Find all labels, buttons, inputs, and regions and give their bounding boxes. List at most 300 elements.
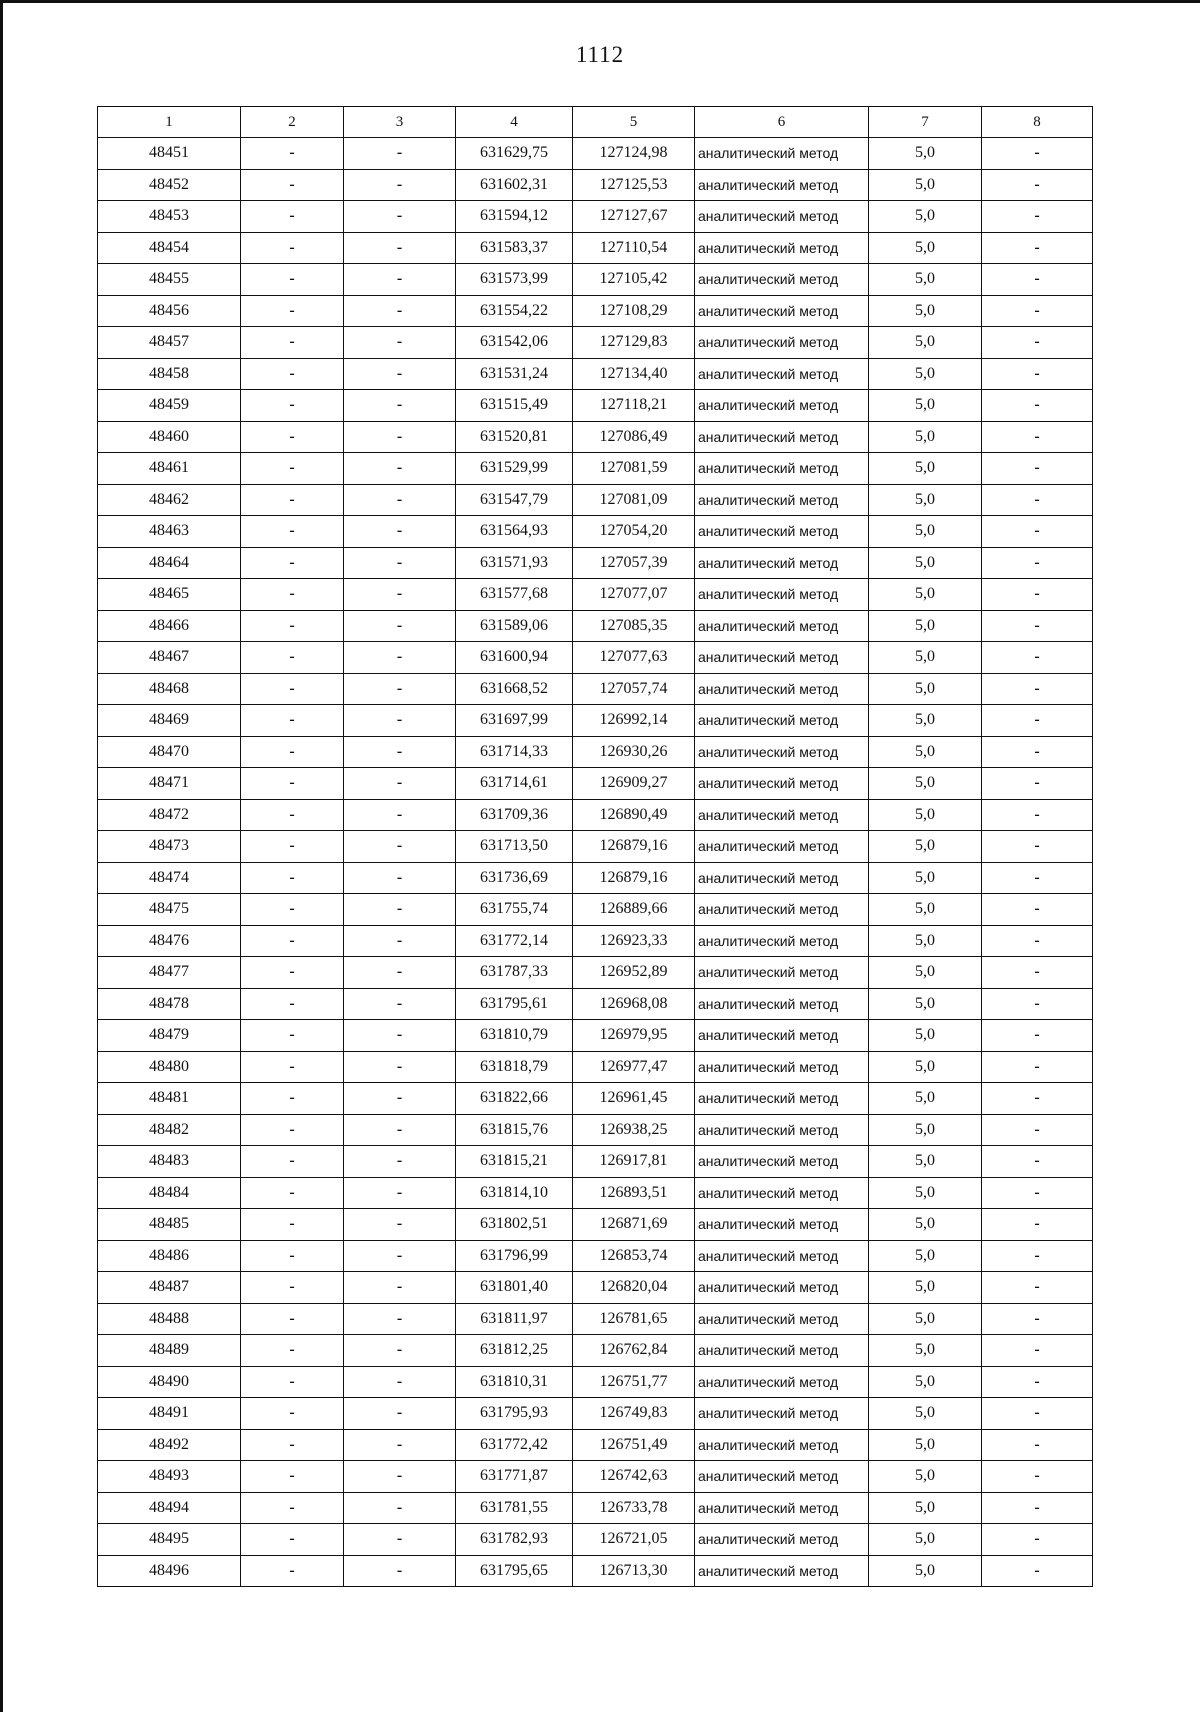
left-border-line: [0, 0, 3, 1712]
col3-cell: -: [344, 484, 456, 516]
col8-cell: -: [982, 705, 1093, 737]
col2-cell: -: [241, 610, 344, 642]
col8-cell: -: [982, 421, 1093, 453]
table-row: [98, 358, 1093, 390]
col2-cell: -: [241, 831, 344, 863]
x-coordinate-cell: 631577,68: [456, 579, 573, 611]
col2-cell: -: [241, 736, 344, 768]
col8-cell: -: [982, 516, 1093, 548]
table-row: [98, 894, 1093, 926]
accuracy-cell: 5,0: [869, 610, 982, 642]
accuracy-cell: 5,0: [869, 1524, 982, 1556]
y-coordinate-cell: 126992,14: [573, 705, 695, 737]
col3-cell: -: [344, 673, 456, 705]
y-coordinate-cell: 126879,16: [573, 862, 695, 894]
col3-cell: -: [344, 1177, 456, 1209]
col2-cell: -: [241, 232, 344, 264]
page-number: 1112: [575, 42, 625, 67]
x-coordinate-cell: 631629,75: [456, 138, 573, 170]
x-coordinate-cell: 631796,99: [456, 1240, 573, 1272]
point-number-cell: 48489: [98, 1335, 241, 1367]
col3-cell: -: [344, 358, 456, 390]
table-row: [98, 799, 1093, 831]
x-coordinate-cell: 631795,65: [456, 1555, 573, 1587]
col3-cell: -: [344, 1461, 456, 1493]
accuracy-cell: 5,0: [869, 831, 982, 863]
table-row: [98, 988, 1093, 1020]
col3-cell: -: [344, 1051, 456, 1083]
accuracy-cell: 5,0: [869, 547, 982, 579]
point-number-cell: 48493: [98, 1461, 241, 1493]
accuracy-cell: 5,0: [869, 579, 982, 611]
y-coordinate-cell: 126930,26: [573, 736, 695, 768]
col3-cell: -: [344, 421, 456, 453]
x-coordinate-cell: 631815,76: [456, 1114, 573, 1146]
table-row: [98, 264, 1093, 296]
col2-cell: -: [241, 862, 344, 894]
point-number-cell: 48483: [98, 1146, 241, 1178]
y-coordinate-cell: 126879,16: [573, 831, 695, 863]
table-row: [98, 169, 1093, 201]
column-header: 2: [241, 107, 344, 138]
col3-cell: -: [344, 453, 456, 485]
table-row: [98, 862, 1093, 894]
table-row: [98, 1240, 1093, 1272]
col2-cell: -: [241, 894, 344, 926]
method-cell: аналитический метод: [695, 705, 869, 737]
table-row: [98, 1429, 1093, 1461]
accuracy-cell: 5,0: [869, 1429, 982, 1461]
table-row: [98, 610, 1093, 642]
table-row: [98, 295, 1093, 327]
y-coordinate-cell: 127081,59: [573, 453, 695, 485]
y-coordinate-cell: 127134,40: [573, 358, 695, 390]
point-number-cell: 48485: [98, 1209, 241, 1241]
x-coordinate-cell: 631802,51: [456, 1209, 573, 1241]
y-coordinate-cell: 126733,78: [573, 1492, 695, 1524]
table-row: [98, 201, 1093, 233]
method-cell: аналитический метод: [695, 390, 869, 422]
col2-cell: -: [241, 138, 344, 170]
x-coordinate-cell: 631583,37: [456, 232, 573, 264]
col2-cell: -: [241, 547, 344, 579]
x-coordinate-cell: 631787,33: [456, 957, 573, 989]
table-row: [98, 957, 1093, 989]
x-coordinate-cell: 631810,79: [456, 1020, 573, 1052]
x-coordinate-cell: 631772,14: [456, 925, 573, 957]
point-number-cell: 48464: [98, 547, 241, 579]
accuracy-cell: 5,0: [869, 484, 982, 516]
col8-cell: -: [982, 547, 1093, 579]
accuracy-cell: 5,0: [869, 1555, 982, 1587]
method-cell: аналитический метод: [695, 1335, 869, 1367]
x-coordinate-cell: 631529,99: [456, 453, 573, 485]
accuracy-cell: 5,0: [869, 264, 982, 296]
point-number-cell: 48456: [98, 295, 241, 327]
x-coordinate-cell: 631781,55: [456, 1492, 573, 1524]
table-row: [98, 736, 1093, 768]
col8-cell: -: [982, 232, 1093, 264]
col8-cell: -: [982, 1303, 1093, 1335]
col8-cell: -: [982, 1146, 1093, 1178]
table-row: [98, 484, 1093, 516]
x-coordinate-cell: 631668,52: [456, 673, 573, 705]
table-row: [98, 1051, 1093, 1083]
y-coordinate-cell: 126751,49: [573, 1429, 695, 1461]
table-row: [98, 1177, 1093, 1209]
accuracy-cell: 5,0: [869, 642, 982, 674]
column-header: 7: [869, 107, 982, 138]
x-coordinate-cell: 631589,06: [456, 610, 573, 642]
col3-cell: -: [344, 1240, 456, 1272]
accuracy-cell: 5,0: [869, 295, 982, 327]
col8-cell: -: [982, 1366, 1093, 1398]
col2-cell: -: [241, 1492, 344, 1524]
point-number-cell: 48487: [98, 1272, 241, 1304]
col2-cell: -: [241, 1051, 344, 1083]
column-header: 6: [695, 107, 869, 138]
table-row: [98, 1303, 1093, 1335]
method-cell: аналитический метод: [695, 610, 869, 642]
point-number-cell: 48476: [98, 925, 241, 957]
table-row: [98, 1492, 1093, 1524]
x-coordinate-cell: 631571,93: [456, 547, 573, 579]
coordinates-table: [97, 106, 1093, 1587]
y-coordinate-cell: 126923,33: [573, 925, 695, 957]
accuracy-cell: 5,0: [869, 1303, 982, 1335]
table-row: [98, 831, 1093, 863]
method-cell: аналитический метод: [695, 232, 869, 264]
col8-cell: -: [982, 1020, 1093, 1052]
accuracy-cell: 5,0: [869, 1366, 982, 1398]
col3-cell: -: [344, 988, 456, 1020]
accuracy-cell: 5,0: [869, 1020, 982, 1052]
col3-cell: -: [344, 579, 456, 611]
x-coordinate-cell: 631573,99: [456, 264, 573, 296]
y-coordinate-cell: 127086,49: [573, 421, 695, 453]
column-header: 8: [982, 107, 1093, 138]
col2-cell: -: [241, 1209, 344, 1241]
col8-cell: -: [982, 1272, 1093, 1304]
x-coordinate-cell: 631772,42: [456, 1429, 573, 1461]
x-coordinate-cell: 631771,87: [456, 1461, 573, 1493]
point-number-cell: 48492: [98, 1429, 241, 1461]
col8-cell: -: [982, 894, 1093, 926]
col8-cell: -: [982, 295, 1093, 327]
accuracy-cell: 5,0: [869, 390, 982, 422]
y-coordinate-cell: 126713,30: [573, 1555, 695, 1587]
x-coordinate-cell: 631697,99: [456, 705, 573, 737]
y-coordinate-cell: 127057,39: [573, 547, 695, 579]
col2-cell: -: [241, 1524, 344, 1556]
y-coordinate-cell: 127057,74: [573, 673, 695, 705]
accuracy-cell: 5,0: [869, 862, 982, 894]
col2-cell: -: [241, 1335, 344, 1367]
col3-cell: -: [344, 1492, 456, 1524]
table-row: [98, 232, 1093, 264]
col2-cell: -: [241, 1114, 344, 1146]
y-coordinate-cell: 127124,98: [573, 138, 695, 170]
x-coordinate-cell: 631782,93: [456, 1524, 573, 1556]
col8-cell: -: [982, 1209, 1093, 1241]
accuracy-cell: 5,0: [869, 1051, 982, 1083]
method-cell: аналитический метод: [695, 642, 869, 674]
point-number-cell: 48479: [98, 1020, 241, 1052]
col2-cell: -: [241, 295, 344, 327]
col8-cell: -: [982, 138, 1093, 170]
column-header: 1: [98, 107, 241, 138]
x-coordinate-cell: 631755,74: [456, 894, 573, 926]
method-cell: аналитический метод: [695, 799, 869, 831]
col2-cell: -: [241, 358, 344, 390]
accuracy-cell: 5,0: [869, 1398, 982, 1430]
method-cell: аналитический метод: [695, 1429, 869, 1461]
col8-cell: -: [982, 1461, 1093, 1493]
col3-cell: -: [344, 1272, 456, 1304]
col8-cell: -: [982, 736, 1093, 768]
x-coordinate-cell: 631600,94: [456, 642, 573, 674]
table-row: [98, 1083, 1093, 1115]
method-cell: аналитический метод: [695, 1492, 869, 1524]
y-coordinate-cell: 126762,84: [573, 1335, 695, 1367]
col2-cell: -: [241, 201, 344, 233]
x-coordinate-cell: 631822,66: [456, 1083, 573, 1115]
col2-cell: -: [241, 1177, 344, 1209]
col2-cell: -: [241, 957, 344, 989]
col3-cell: -: [344, 1303, 456, 1335]
column-header: 5: [573, 107, 695, 138]
col3-cell: -: [344, 768, 456, 800]
x-coordinate-cell: 631547,79: [456, 484, 573, 516]
col2-cell: -: [241, 484, 344, 516]
col8-cell: -: [982, 862, 1093, 894]
col2-cell: -: [241, 768, 344, 800]
x-coordinate-cell: 631709,36: [456, 799, 573, 831]
x-coordinate-cell: 631815,21: [456, 1146, 573, 1178]
method-cell: аналитический метод: [695, 453, 869, 485]
table-row: [98, 579, 1093, 611]
point-number-cell: 48488: [98, 1303, 241, 1335]
col3-cell: -: [344, 1146, 456, 1178]
x-coordinate-cell: 631714,33: [456, 736, 573, 768]
y-coordinate-cell: 127085,35: [573, 610, 695, 642]
y-coordinate-cell: 127110,54: [573, 232, 695, 264]
accuracy-cell: 5,0: [869, 1209, 982, 1241]
table-row: [98, 1335, 1093, 1367]
col3-cell: -: [344, 516, 456, 548]
point-number-cell: 48471: [98, 768, 241, 800]
col3-cell: -: [344, 894, 456, 926]
col3-cell: -: [344, 925, 456, 957]
accuracy-cell: 5,0: [869, 925, 982, 957]
method-cell: аналитический метод: [695, 736, 869, 768]
point-number-cell: 48480: [98, 1051, 241, 1083]
method-cell: аналитический метод: [695, 1114, 869, 1146]
point-number-cell: 48477: [98, 957, 241, 989]
point-number-cell: 48495: [98, 1524, 241, 1556]
method-cell: аналитический метод: [695, 1146, 869, 1178]
col2-cell: -: [241, 1461, 344, 1493]
col3-cell: -: [344, 610, 456, 642]
y-coordinate-cell: 126889,66: [573, 894, 695, 926]
col8-cell: -: [982, 579, 1093, 611]
col3-cell: -: [344, 642, 456, 674]
accuracy-cell: 5,0: [869, 421, 982, 453]
x-coordinate-cell: 631531,24: [456, 358, 573, 390]
method-cell: аналитический метод: [695, 1209, 869, 1241]
col2-cell: -: [241, 925, 344, 957]
point-number-cell: 48496: [98, 1555, 241, 1587]
accuracy-cell: 5,0: [869, 799, 982, 831]
table-row: [98, 1555, 1093, 1587]
col8-cell: -: [982, 925, 1093, 957]
col8-cell: -: [982, 1398, 1093, 1430]
col2-cell: -: [241, 264, 344, 296]
col3-cell: -: [344, 390, 456, 422]
accuracy-cell: 5,0: [869, 768, 982, 800]
point-number-cell: 48454: [98, 232, 241, 264]
col2-cell: -: [241, 1240, 344, 1272]
method-cell: аналитический метод: [695, 295, 869, 327]
x-coordinate-cell: 631818,79: [456, 1051, 573, 1083]
column-header: 3: [344, 107, 456, 138]
col2-cell: -: [241, 1146, 344, 1178]
y-coordinate-cell: 126961,45: [573, 1083, 695, 1115]
col2-cell: -: [241, 673, 344, 705]
y-coordinate-cell: 126871,69: [573, 1209, 695, 1241]
col8-cell: -: [982, 1083, 1093, 1115]
x-coordinate-cell: 631602,31: [456, 169, 573, 201]
x-coordinate-cell: 631811,97: [456, 1303, 573, 1335]
y-coordinate-cell: 126742,63: [573, 1461, 695, 1493]
accuracy-cell: 5,0: [869, 1083, 982, 1115]
accuracy-cell: 5,0: [869, 1335, 982, 1367]
table-row: [98, 1461, 1093, 1493]
y-coordinate-cell: 126781,65: [573, 1303, 695, 1335]
accuracy-cell: 5,0: [869, 1177, 982, 1209]
table-row: [98, 1114, 1093, 1146]
accuracy-cell: 5,0: [869, 232, 982, 264]
y-coordinate-cell: 126909,27: [573, 768, 695, 800]
table-row: [98, 1146, 1093, 1178]
col3-cell: -: [344, 1555, 456, 1587]
accuracy-cell: 5,0: [869, 453, 982, 485]
y-coordinate-cell: 127125,53: [573, 169, 695, 201]
col8-cell: -: [982, 484, 1093, 516]
table-body: [98, 138, 1093, 1587]
method-cell: аналитический метод: [695, 201, 869, 233]
point-number-cell: 48469: [98, 705, 241, 737]
point-number-cell: 48457: [98, 327, 241, 359]
top-border-line: [0, 0, 1200, 3]
method-cell: аналитический метод: [695, 831, 869, 863]
table-row: [98, 1524, 1093, 1556]
col2-cell: -: [241, 516, 344, 548]
col8-cell: -: [982, 1555, 1093, 1587]
point-number-cell: 48481: [98, 1083, 241, 1115]
col8-cell: -: [982, 390, 1093, 422]
point-number-cell: 48472: [98, 799, 241, 831]
col8-cell: -: [982, 768, 1093, 800]
method-cell: аналитический метод: [695, 988, 869, 1020]
accuracy-cell: 5,0: [869, 201, 982, 233]
method-cell: аналитический метод: [695, 484, 869, 516]
col3-cell: -: [344, 1114, 456, 1146]
table-row: [98, 1020, 1093, 1052]
method-cell: аналитический метод: [695, 358, 869, 390]
col3-cell: -: [344, 705, 456, 737]
point-number-cell: 48474: [98, 862, 241, 894]
col3-cell: -: [344, 862, 456, 894]
point-number-cell: 48468: [98, 673, 241, 705]
y-coordinate-cell: 127054,20: [573, 516, 695, 548]
y-coordinate-cell: 126979,95: [573, 1020, 695, 1052]
col2-cell: -: [241, 1429, 344, 1461]
col8-cell: -: [982, 642, 1093, 674]
y-coordinate-cell: 127108,29: [573, 295, 695, 327]
x-coordinate-cell: 631795,93: [456, 1398, 573, 1430]
col2-cell: -: [241, 642, 344, 674]
method-cell: аналитический метод: [695, 1272, 869, 1304]
table-row: [98, 516, 1093, 548]
col8-cell: -: [982, 1240, 1093, 1272]
accuracy-cell: 5,0: [869, 988, 982, 1020]
accuracy-cell: 5,0: [869, 705, 982, 737]
col3-cell: -: [344, 327, 456, 359]
point-number-cell: 48467: [98, 642, 241, 674]
col8-cell: -: [982, 358, 1093, 390]
col8-cell: -: [982, 169, 1093, 201]
method-cell: аналитический метод: [695, 421, 869, 453]
point-number-cell: 48494: [98, 1492, 241, 1524]
col3-cell: -: [344, 1020, 456, 1052]
point-number-cell: 48459: [98, 390, 241, 422]
point-number-cell: 48452: [98, 169, 241, 201]
table-row: [98, 453, 1093, 485]
x-coordinate-cell: 631564,93: [456, 516, 573, 548]
y-coordinate-cell: 127129,83: [573, 327, 695, 359]
col8-cell: -: [982, 988, 1093, 1020]
table-row: [98, 1272, 1093, 1304]
method-cell: аналитический метод: [695, 264, 869, 296]
x-coordinate-cell: 631801,40: [456, 1272, 573, 1304]
method-cell: аналитический метод: [695, 925, 869, 957]
method-cell: аналитический метод: [695, 1398, 869, 1430]
y-coordinate-cell: 127105,42: [573, 264, 695, 296]
col2-cell: -: [241, 705, 344, 737]
method-cell: аналитический метод: [695, 516, 869, 548]
accuracy-cell: 5,0: [869, 673, 982, 705]
accuracy-cell: 5,0: [869, 957, 982, 989]
y-coordinate-cell: 126749,83: [573, 1398, 695, 1430]
method-cell: аналитический метод: [695, 327, 869, 359]
col2-cell: -: [241, 1272, 344, 1304]
col8-cell: -: [982, 1335, 1093, 1367]
method-cell: аналитический метод: [695, 1083, 869, 1115]
x-coordinate-cell: 631515,49: [456, 390, 573, 422]
method-cell: аналитический метод: [695, 1461, 869, 1493]
accuracy-cell: 5,0: [869, 1272, 982, 1304]
table-row: [98, 138, 1093, 170]
col2-cell: -: [241, 579, 344, 611]
y-coordinate-cell: 126893,51: [573, 1177, 695, 1209]
y-coordinate-cell: 126853,74: [573, 1240, 695, 1272]
col8-cell: -: [982, 1524, 1093, 1556]
y-coordinate-cell: 126751,77: [573, 1366, 695, 1398]
x-coordinate-cell: 631520,81: [456, 421, 573, 453]
col3-cell: -: [344, 264, 456, 296]
accuracy-cell: 5,0: [869, 1461, 982, 1493]
